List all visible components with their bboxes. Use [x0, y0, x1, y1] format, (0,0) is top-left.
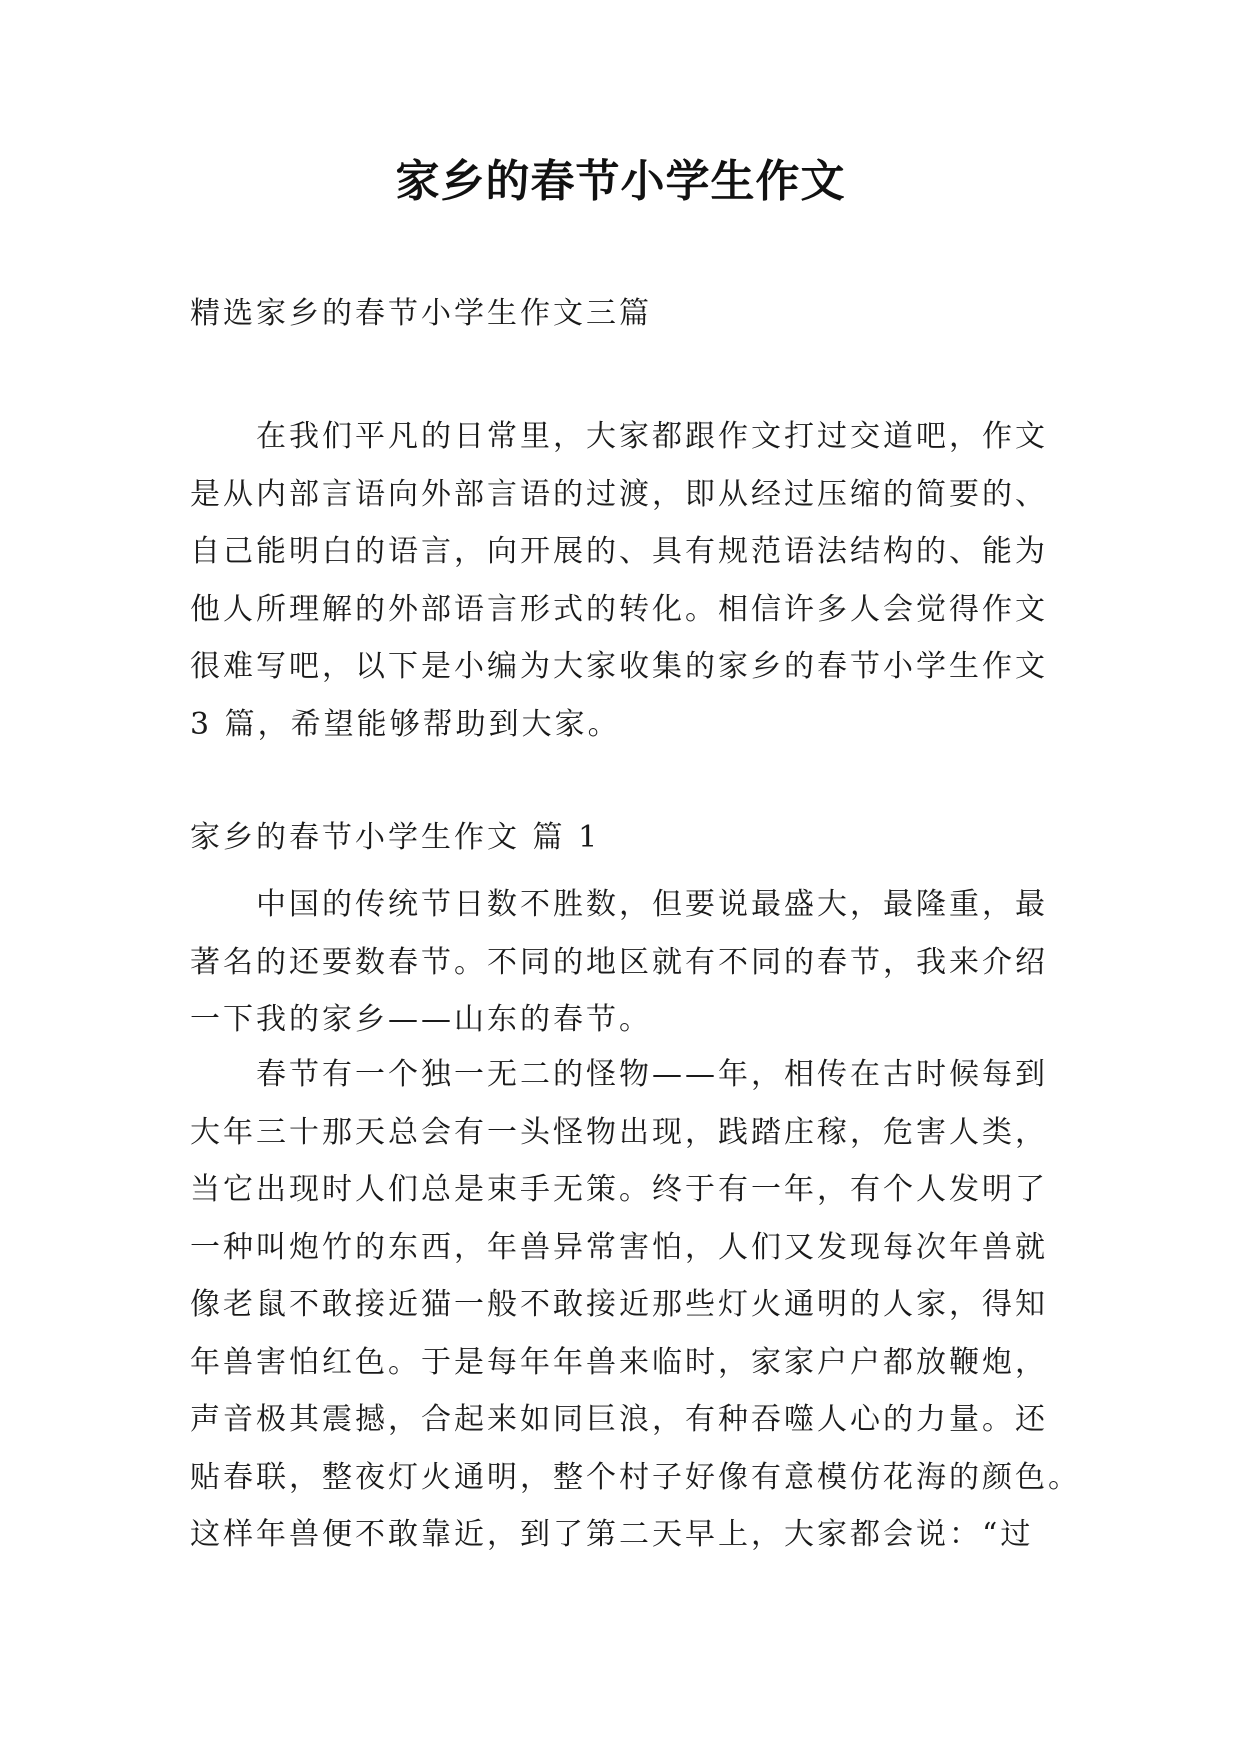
document-title: 家乡的春节小学生作文	[395, 156, 846, 207]
paragraph-line: 这样年兽便不敢靠近，到了第二天早上，大家都会说：“过	[190, 1517, 1034, 1552]
intro-line: 是从内部言语向外部言语的过渡，即从经过压缩的简要的、	[190, 476, 1048, 512]
paragraph-line: 像老鼠不敢接近猫一般不敢接近那些灯火通明的人家，得知	[190, 1287, 1048, 1322]
paragraph-line: 贴春联，整夜灯火通明，整个村子好像有意模仿花海的颜色。	[190, 1459, 1081, 1495]
paragraph-line: 一下我的家乡——山东的春节。	[190, 1002, 652, 1037]
document-subtitle: 精选家乡的春节小学生作文三篇	[190, 296, 652, 331]
body-paragraph-2	[190, 1046, 1081, 1564]
intro-line: 他人所理解的外部语言形式的转化。相信许多人会觉得作文	[190, 591, 1048, 627]
paragraph-line: 年兽害怕红色。于是每年年兽来临时，家家户户都放鞭炮，	[190, 1344, 1048, 1380]
intro-line: 在我们平凡的日常里，大家都跟作文打过交道吧，作文	[256, 419, 1048, 454]
intro-line: 很难写吧，以下是小编为大家收集的家乡的春节小学生作文	[190, 649, 1048, 684]
paragraph-line: 中国的传统节日数不胜数，但要说最盛大，最隆重，最	[256, 887, 1048, 922]
paragraph-line: 著名的还要数春节。不同的地区就有不同的春节，我来介绍	[190, 944, 1048, 980]
paragraph-line: 当它出现时人们总是束手无策。终于有一年，有个人发明了	[190, 1172, 1048, 1207]
intro-line: 自己能明白的语言，向开展的、具有规范语法结构的、能为	[190, 534, 1048, 569]
section-heading: 家乡的春节小学生作文 篇 1	[190, 820, 601, 855]
body-paragraph-1	[190, 876, 1070, 1049]
paragraph-line: 声音极其震撼，合起来如同巨浪，有种吞噬人心的力量。还	[190, 1402, 1048, 1437]
paragraph-line: 大年三十那天总会有一头怪物出现，践踏庄稼，危害人类，	[190, 1114, 1048, 1150]
paragraph-line: 一种叫炮竹的东西，年兽异常害怕，人们又发现每次年兽就	[190, 1229, 1048, 1265]
intro-paragraph	[190, 408, 1070, 753]
intro-line: 3 篇，希望能够帮助到大家。	[190, 706, 621, 742]
paragraph-line: 春节有一个独一无二的怪物——年，相传在古时候每到	[256, 1057, 1048, 1092]
